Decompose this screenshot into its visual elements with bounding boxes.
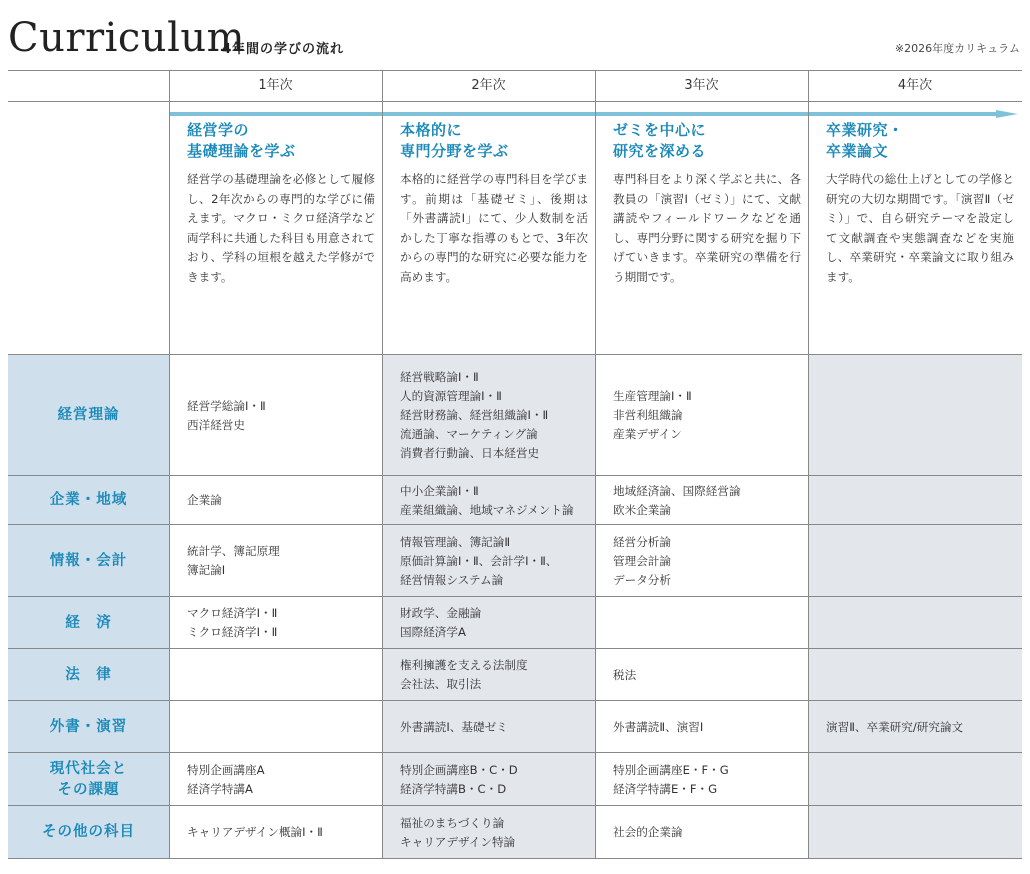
subject-cell-year-2: 財政学、金融論 国際経済学A: [382, 597, 595, 649]
subject-cell-year-2: 福祉のまちづくり論 キャリアデザイン特論: [382, 806, 595, 859]
subject-cell-year-4: [808, 355, 1022, 476]
column-divider: [169, 70, 170, 859]
intro-column-4: [826, 120, 1014, 287]
subject-cell-year-2: 権利擁護を支える法制度 会社法、取引法: [382, 649, 595, 701]
subject-row: [8, 805, 1022, 859]
subject-row: [8, 475, 1022, 525]
category-label: 現代社会と その課題: [8, 753, 169, 806]
column-divider: [808, 70, 809, 859]
subject-cell-year-3: 地域経済論、国際経営論 欧米企業論: [595, 476, 808, 525]
year-header-4: 4年次: [897, 78, 933, 93]
intro-heading: [187, 120, 375, 162]
year-note: ※2026年度カリキュラム: [894, 42, 1020, 55]
subject-cell-year-4: [808, 753, 1022, 806]
subject-cell-year-1: マクロ経済学Ⅰ・Ⅱ ミクロ経済学Ⅰ・Ⅱ: [169, 597, 382, 649]
subject-cell-year-1: 統計学、簿記原理 簿記論Ⅰ: [169, 525, 382, 597]
subject-cell-year-2: 中小企業論Ⅰ・Ⅱ 産業組織論、地域マネジメント論: [382, 476, 595, 525]
intro-heading-line1: 本格的に: [400, 121, 463, 139]
subject-cell-year-2: 情報管理論、簿記論Ⅱ 原価計算論Ⅰ・Ⅱ、会計学Ⅰ・Ⅱ、 経営情報システム論: [382, 525, 595, 597]
progress-arrow: [170, 110, 1018, 118]
intro-heading-line2: 研究を深める: [613, 142, 707, 160]
intro-heading-line1: 経営学の: [187, 121, 250, 139]
subject-cell-year-1: キャリアデザイン概論Ⅰ・Ⅱ: [169, 806, 382, 859]
subject-cell-year-3: 経営分析論 管理会計論 データ分析: [595, 525, 808, 597]
intro-heading-line1: ゼミを中心に: [613, 121, 707, 139]
subject-row: [8, 752, 1022, 806]
subject-cell-year-4: [808, 525, 1022, 597]
category-label: 経営理論: [8, 355, 169, 476]
year-header-2: 2年次: [471, 78, 506, 93]
subject-cell-year-1: 特別企画講座A 経済学特講A: [169, 753, 382, 806]
subject-cell-year-3: 税法: [595, 649, 808, 701]
intro-heading: [613, 120, 801, 162]
subject-cell-year-2: 経営戦略論Ⅰ・Ⅱ 人的資源管理論Ⅰ・Ⅱ 経営財務論、経営組織論Ⅰ・Ⅱ 流通論、マーケティング論 消費者行動論、日本経営史: [382, 355, 595, 476]
subject-row: [8, 648, 1022, 701]
page-title: Curriculum: [8, 15, 246, 61]
subject-cell-year-3: 生産管理論Ⅰ・Ⅱ 非営利組織論 産業デザイン: [595, 355, 808, 476]
subject-cell-year-2: 特別企画講座B・C・D 経済学特講B・C・D: [382, 753, 595, 806]
subject-row: [8, 524, 1022, 597]
category-label: 外書・演習: [8, 701, 169, 753]
page-header: [0, 0, 1030, 64]
subject-cell-year-1: 経営学総論Ⅰ・Ⅱ 西洋経営史: [169, 355, 382, 476]
subject-cell-year-4: [808, 476, 1022, 525]
subject-cell-year-3: [595, 597, 808, 649]
intro-body: 本格的に経営学の専門科目を学びます。前期は「基礎ゼミ」、後期は「外書講読Ⅰ」にて、少人数制を活かした丁寧な指導のもとで、3年次からの専門的な研究に必要な能力を高めます。: [400, 172, 588, 284]
column-divider: [595, 70, 596, 859]
subject-cell-year-4: [808, 649, 1022, 701]
subject-cell-year-1: [169, 649, 382, 701]
intro-body: 専門科目をより深く学ぶと共に、各教員の「演習Ⅰ（ゼミ）」にて、文献講読やフィールドワークなどを通し、専門分野に関する研究を掘り下げていきます。卒業研究の準備を行う期間です。: [613, 172, 801, 284]
year-header-3: 3年次: [684, 78, 719, 93]
year-header-row: [8, 70, 1022, 102]
intro-heading: [400, 120, 588, 162]
subject-row: [8, 700, 1022, 753]
intro-heading-line2: 専門分野を学ぶ: [400, 142, 509, 160]
column-divider: [382, 70, 383, 859]
subject-cell-year-4: 演習Ⅱ、卒業研究/研究論文: [808, 701, 1022, 753]
intro-body: 経営学の基礎理論を必修として履修し、2年次からの専門的な学びに備えます。マクロ・ミクロ経済学など両学科に共通した科目も用意されており、学科の垣根を越えた学修ができます。: [187, 172, 375, 284]
subject-cell-year-2: 外書講読Ⅰ、基礎ゼミ: [382, 701, 595, 753]
intro-heading-line2: 卒業論文: [826, 142, 889, 160]
subject-cell-year-4: [808, 806, 1022, 859]
category-label: その他の科目: [8, 806, 169, 859]
table-bottom-border: [8, 858, 1022, 859]
category-label: 経 済: [8, 597, 169, 649]
page-subtitle: 4年間の学びの流れ: [222, 42, 345, 57]
intro-heading-line1: 卒業研究・: [826, 121, 904, 139]
subject-row: [8, 596, 1022, 649]
category-label: 情報・会計: [8, 525, 169, 597]
intro-body: 大学時代の総仕上げとしての学修と研究の大切な期間です。「演習Ⅱ（ゼミ）」で、自ら研究テーマを設定して文献調査や実態調査などを実施し、卒業研究・卒業論文に取り組みます。: [826, 172, 1014, 284]
subject-cell-year-3: 外書講読Ⅱ、演習Ⅰ: [595, 701, 808, 753]
subject-cell-year-3: 特別企画講座E・F・G 経済学特講E・F・G: [595, 753, 808, 806]
intro-heading: [826, 120, 1014, 162]
category-label: 法 律: [8, 649, 169, 701]
intro-column-1: [187, 120, 375, 287]
subject-cell-year-4: [808, 597, 1022, 649]
subject-cell-year-1: 企業論: [169, 476, 382, 525]
subject-cell-year-1: [169, 701, 382, 753]
year-header-1: 1年次: [258, 78, 293, 93]
subject-row: [8, 354, 1022, 476]
subject-cell-year-3: 社会的企業論: [595, 806, 808, 859]
intro-heading-line2: 基礎理論を学ぶ: [187, 142, 296, 160]
intro-column-3: [613, 120, 801, 287]
category-label: 企業・地域: [8, 476, 169, 525]
intro-column-2: [400, 120, 588, 287]
